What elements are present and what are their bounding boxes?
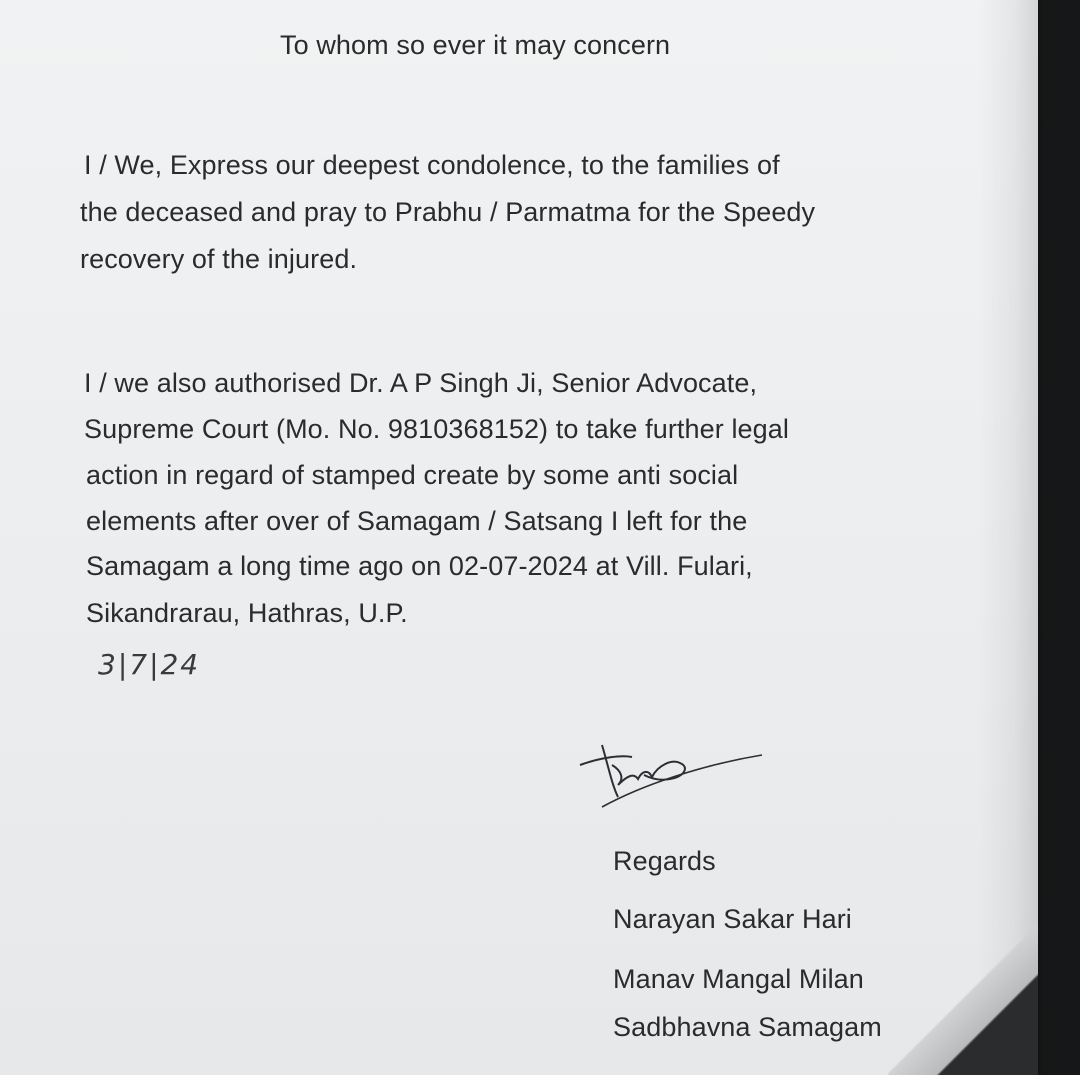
closing-regards: Regards xyxy=(613,846,716,876)
para1-line-3: recovery of the injured. xyxy=(80,244,358,274)
letter-heading: To whom so ever it may concern xyxy=(280,30,671,60)
para2-line-2: Supreme Court (Mo. No. 9810368152) to take further legal xyxy=(84,414,789,444)
para2-line-4: elements after over of Samagam / Satsang I left for the xyxy=(86,506,748,536)
closing-org-line-2: Sadbhavna Samagam xyxy=(613,1012,882,1042)
closing-name: Narayan Sakar Hari xyxy=(613,904,852,934)
para2-line-6: Sikandrarau, Hathras, U.P. xyxy=(86,598,408,628)
paper-curl xyxy=(888,885,1038,1075)
signature-image xyxy=(572,735,772,815)
para2-line-3: action in regard of stamped create by some anti social xyxy=(86,460,739,490)
para2-line-5: Samagam a long time ago on 02-07-2024 at Vill. Fulari, xyxy=(86,551,753,581)
para2-line-1: I / we also authorised Dr. A P Singh Ji, Senior Advocate, xyxy=(84,368,758,398)
para1-line-1: I / We, Express our deepest condolence, to the families of xyxy=(84,150,780,180)
para1-line-2: the deceased and pray to Prabhu / Parmatma for the Speedy xyxy=(80,197,816,227)
closing-org-line-1: Manav Mangal Milan xyxy=(613,964,864,994)
handwritten-date: 3|7|24 xyxy=(98,648,201,681)
